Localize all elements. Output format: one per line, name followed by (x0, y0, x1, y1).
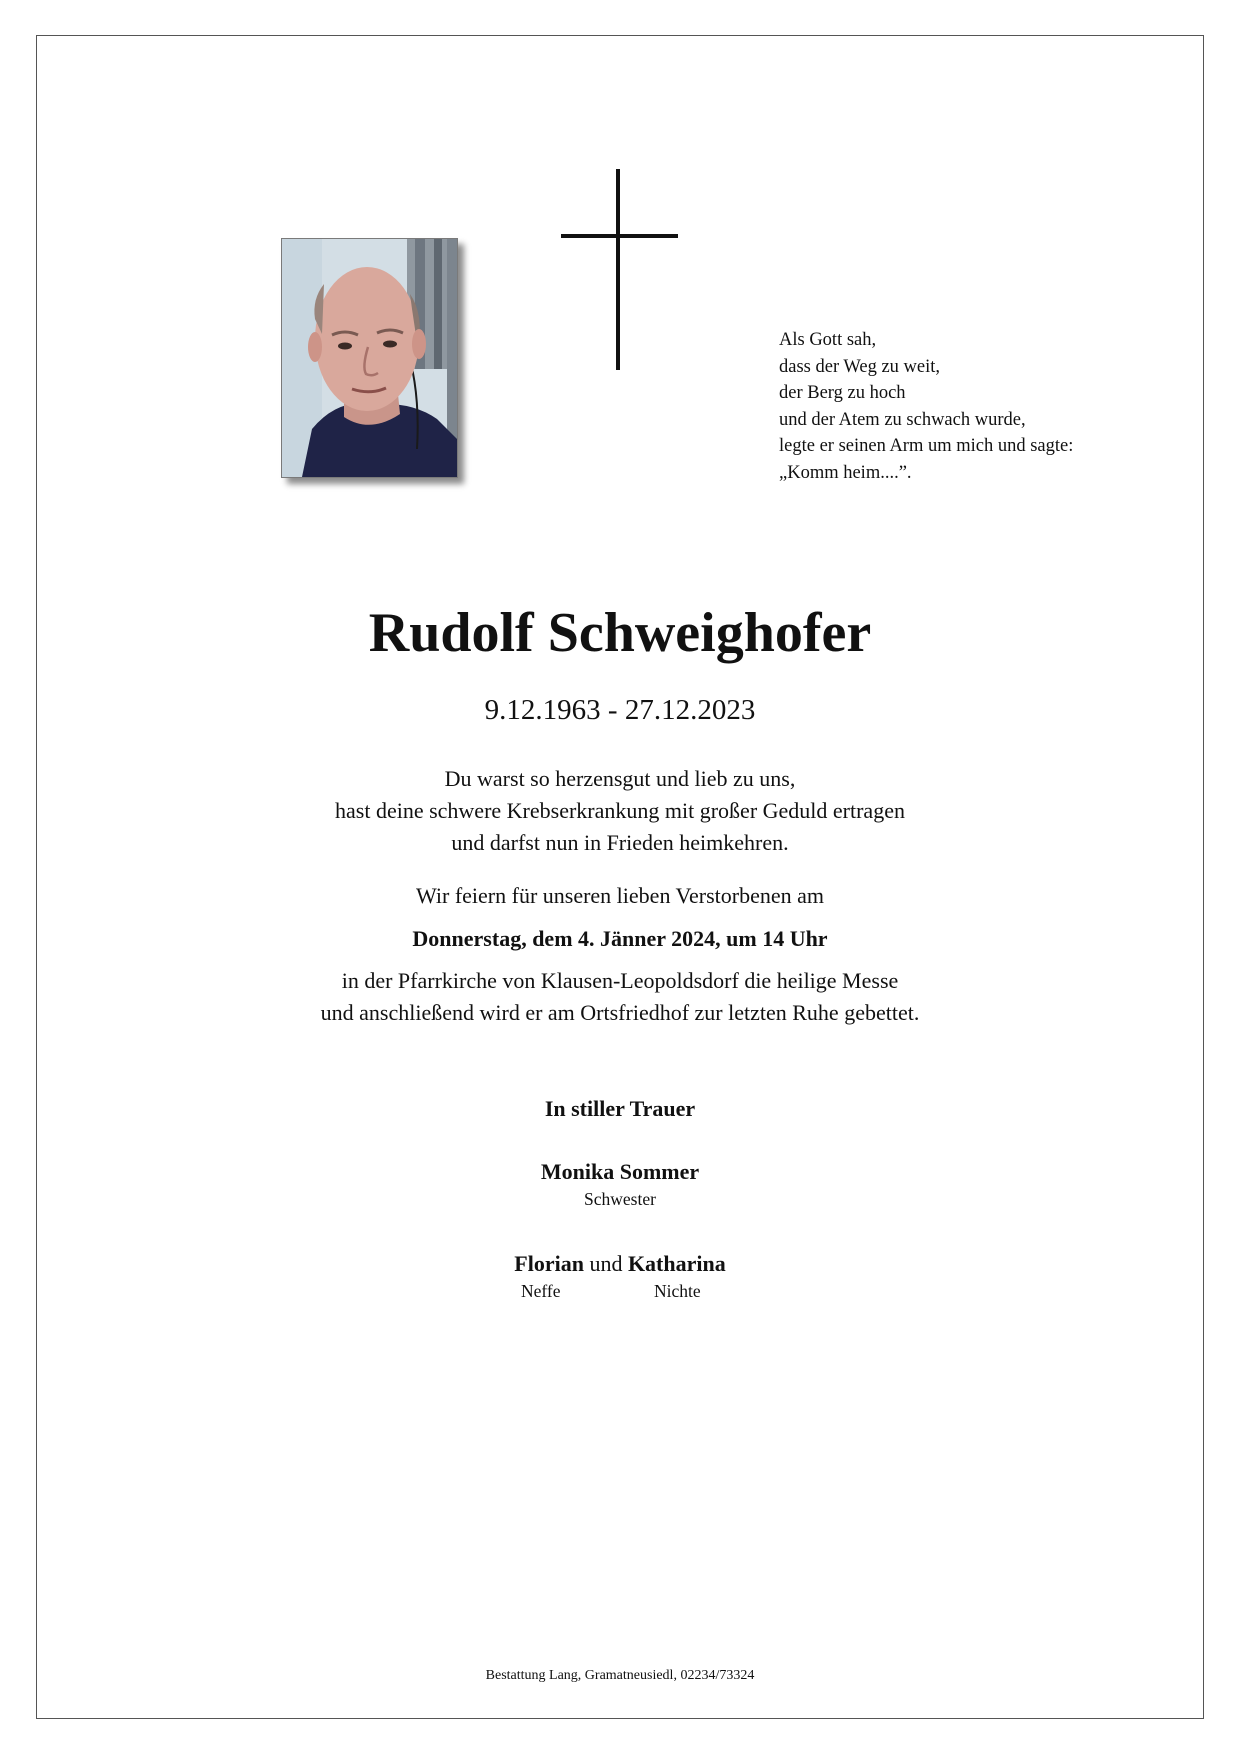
latin-cross-icon-bar (561, 234, 678, 238)
tribute-line: Du warst so herzensgut und lieb zu uns, (444, 766, 796, 791)
mourner-name-a: Florian (514, 1251, 584, 1276)
life-dates: 9.12.1963 - 27.12.2023 (484, 694, 756, 726)
mourner-names (36, 1249, 1204, 1279)
poem-line: dass der Weg zu weit, (779, 356, 941, 377)
tribute-line: hast deine schwere Krebserkrankung mit großer Geduld ertragen (335, 798, 905, 823)
mourning-heading: In stiller Trauer (544, 1096, 696, 1121)
poem-line: Als Gott sah, (779, 330, 877, 350)
latin-cross-icon (616, 169, 620, 370)
service-intro: Wir feiern für unseren lieben Verstorbenen am (416, 883, 824, 908)
tribute-text (36, 763, 1204, 859)
portrait-photo (281, 238, 458, 478)
tribute-line: und darfst nun in Frieden heimkehren. (451, 830, 789, 855)
mourner-relation-a: Neffe (521, 1281, 561, 1301)
service-date: Donnerstag, dem 4. Jänner 2024, um 14 Uhr (412, 926, 828, 951)
mourner-connector: und (589, 1251, 623, 1276)
poem-line: „Komm heim....”. (779, 462, 912, 483)
deceased-name: Rudolf Schweighofer (368, 602, 872, 664)
service-location (36, 965, 1204, 1029)
mourner-name: Monika Sommer (540, 1159, 700, 1184)
funeral-home-footer: Bestattung Lang, Gramatneusiedl, 02234/73324 (485, 1668, 755, 1683)
page-border (36, 35, 1204, 1719)
poem-line: und der Atem zu schwach wurde, (779, 409, 1026, 430)
mourner-name-b: Katharina (627, 1251, 726, 1276)
mourner-relation-b: Nichte (654, 1281, 701, 1301)
location-line: und anschließend wird er am Ortsfriedhof zur letzten Ruhe gebettet. (320, 1000, 920, 1025)
poem-line: legte er seinen Arm um mich und sagte: (779, 436, 1074, 456)
mourner-relation: Schwester (584, 1189, 656, 1209)
poem-line: der Berg zu hoch (779, 383, 906, 403)
location-line: in der Pfarrkirche von Klausen-Leopoldsdorf die heilige Messe (341, 968, 899, 993)
poem (779, 327, 1179, 486)
